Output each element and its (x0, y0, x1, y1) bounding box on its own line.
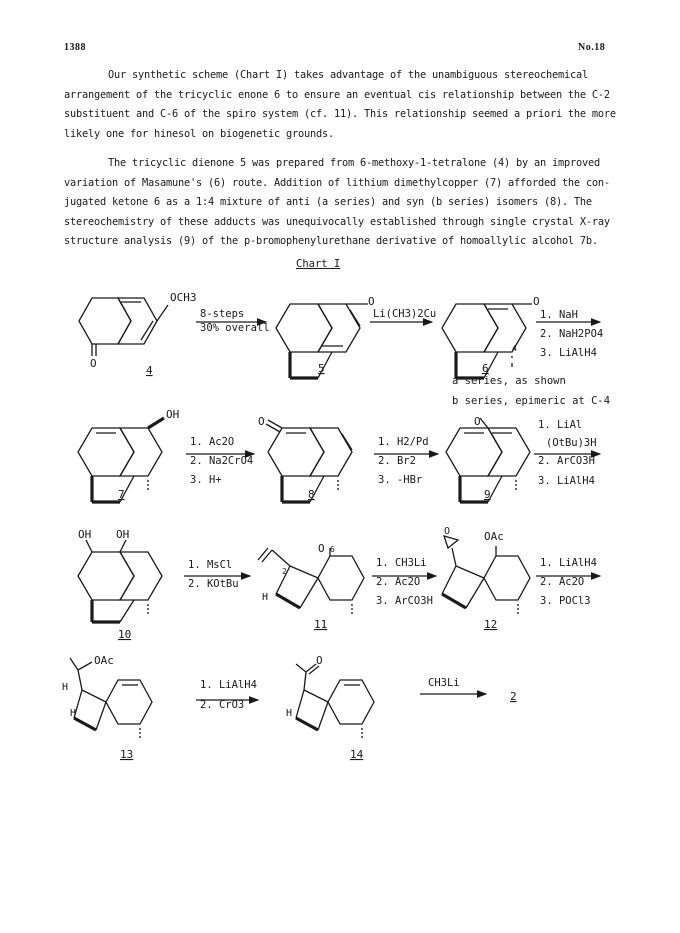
reagent-line: 30% overall (200, 322, 270, 334)
label-oh: OH (166, 408, 180, 421)
label-o: O (533, 295, 540, 308)
reagent-line: 1. LiAlH4 (540, 557, 597, 569)
structure-4 (79, 298, 168, 356)
journal-number: No.18 (578, 42, 606, 53)
label-oac: OAc (484, 530, 504, 543)
reagent-line: 1. LiAl (538, 419, 583, 431)
reagent-line: 3. LiAlH4 (538, 475, 595, 487)
label-h: H (262, 592, 269, 603)
label-c4: 4 (512, 344, 517, 353)
label-h: H (70, 708, 77, 719)
reagent-line: Li(CH3)2Cu (373, 308, 437, 320)
structure-11 (258, 548, 364, 614)
label-o: O (368, 295, 375, 308)
structure-10 (78, 540, 162, 622)
compound-label-13: 13 (120, 748, 134, 761)
reagent-line: 1. H2/Pd (378, 436, 429, 448)
paragraph-line: The tricyclic dienone 5 was prepared from 6-methoxy-1-tetralone (4) by an improved (108, 157, 600, 169)
reagent-line: 1. MsCl (188, 559, 233, 571)
paragraph-line: stereochemistry of these adducts was unequivocally established through single crystal X-ray (64, 215, 610, 228)
label-h: H (62, 682, 69, 693)
reagent-line: 2. Ac2O (376, 576, 421, 588)
paragraph-line: substituent and C-6 of the spiro system (cf. 11). This relationship seemed a priori the more (64, 108, 616, 120)
chart-title: Chart I (296, 258, 341, 270)
compound-label-6: 6 (482, 362, 489, 375)
paragraph-line: jugated ketone 6 as a 1:4 mixture of anti (a series) and syn (b series) isomers (8). The (64, 196, 592, 208)
reagent-line: 3. -HBr (378, 474, 423, 486)
label-o: O (90, 357, 97, 370)
compound-label-4: 4 (146, 364, 153, 377)
compound-label-7: 7 (118, 488, 125, 501)
reagent-line: 2. Na2CrO4 (190, 455, 254, 467)
reagent-line: 2. Ac2O (540, 576, 585, 588)
label-o: O (318, 542, 325, 555)
paragraph-line: arrangement of the tricyclic enone 6 to ensure an eventual cis relationship between the C-2 (64, 88, 610, 101)
paragraph-line: likely one for hinesol on biogenetic grounds. (64, 127, 334, 140)
reagent-line: 1. Ac2O (190, 436, 235, 448)
reagent-line: 1. CH3Li (376, 557, 427, 569)
compound-label-10: 10 (118, 628, 132, 641)
label-o: O (258, 415, 265, 428)
series-note: a series, as shown (452, 375, 566, 387)
label-oh: OH (116, 528, 130, 541)
compound-label-14: 14 (350, 748, 364, 761)
structure-13 (70, 658, 152, 738)
reagent-line: 2. CrO3 (200, 699, 245, 711)
reagent-line: 3. ArCO3H (376, 595, 433, 607)
reagent-line: 3. POCl3 (540, 595, 591, 607)
reagent-line: CH3Li (428, 677, 460, 689)
label-oh: OH (78, 528, 92, 541)
series-note: b series, epimeric at C-4 (452, 395, 611, 407)
compound-label-9: 9 (484, 488, 491, 501)
reagent-line: 1. LiAlH4 (200, 679, 257, 691)
reagent-line: (OtBu)3H (546, 437, 597, 449)
compound-label-12: 12 (484, 618, 498, 631)
label-och3: OCH3 (170, 291, 197, 304)
reagent-line: 2. NaH2PO4 (540, 328, 604, 340)
reagent-line: 8-steps (200, 308, 245, 320)
compound-label-2: 2 (510, 690, 517, 703)
structure-14 (296, 664, 374, 738)
page-number: 1388 (64, 42, 86, 53)
compound-label-8: 8 (308, 488, 315, 501)
label-o: O (316, 654, 323, 667)
label-c2: 2 (282, 567, 287, 576)
paragraph-line: Our synthetic scheme (Chart I) takes advantage of the unambiguous stereochemical (108, 69, 588, 81)
label-o: O (474, 415, 481, 428)
label-h: H (286, 708, 293, 719)
label-oac: OAc (94, 654, 114, 667)
label-o: O (444, 526, 451, 537)
paragraph-line: structure analysis (9) of the p-bromophenylurethane derivative of homoallylic alcohol 7b. (64, 235, 598, 247)
reagent-line: 1. NaH (540, 309, 578, 321)
label-c6: 6 (330, 545, 335, 554)
reagent-line: 2. ArCO3H (538, 455, 595, 467)
compound-label-11: 11 (314, 618, 328, 631)
compound-label-5: 5 (318, 362, 325, 375)
reagent-line: 2. Br2 (378, 455, 416, 467)
reagent-line: 2. KOtBu (188, 578, 239, 590)
paragraph-line: variation of Masamune's (6) route. Addition of lithium dimethylcopper (7) afforded the con- (64, 176, 610, 189)
reagent-line: 3. H+ (190, 474, 222, 486)
structure-12 (442, 536, 530, 614)
reagent-line: 3. LiAlH4 (540, 347, 597, 359)
